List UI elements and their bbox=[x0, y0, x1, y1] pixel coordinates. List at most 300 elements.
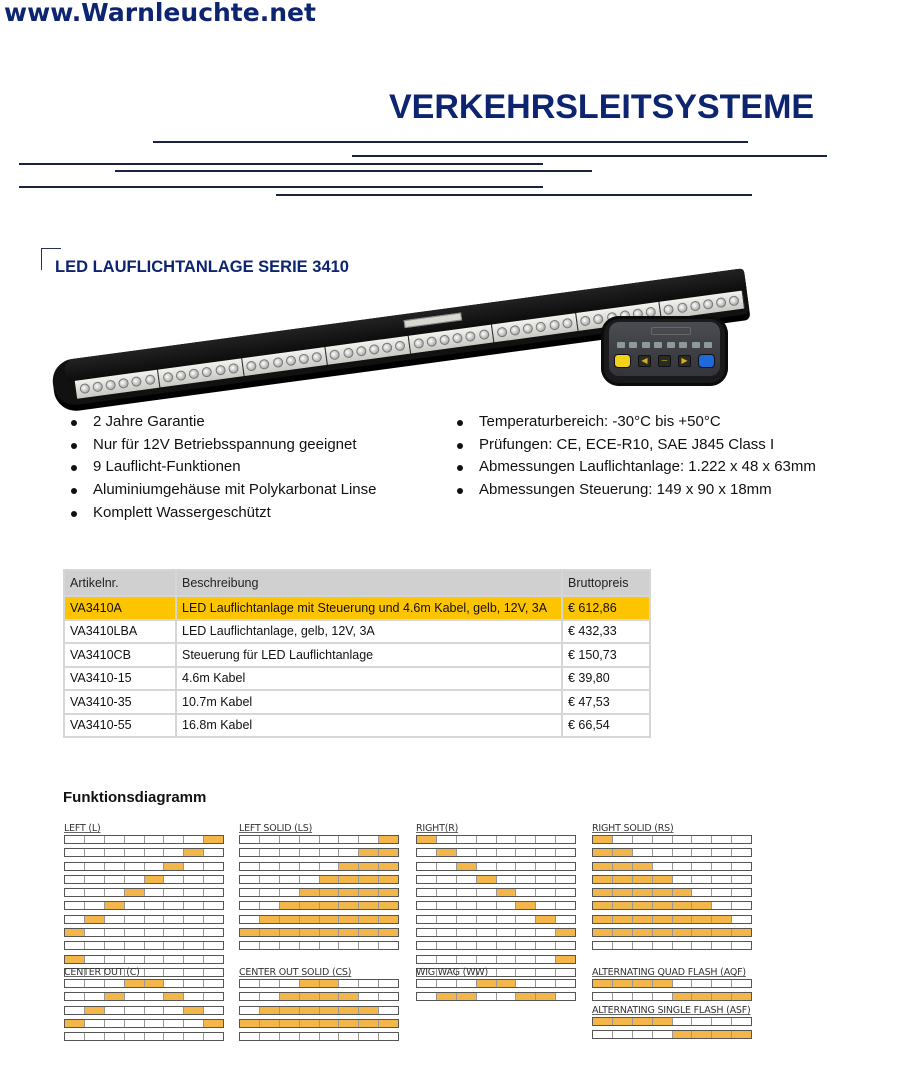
description-cell: 16.8m Kabel bbox=[177, 713, 563, 737]
lit-segment bbox=[359, 863, 379, 870]
unlit-segment bbox=[633, 942, 653, 949]
led-icon bbox=[175, 370, 186, 381]
lit-segment bbox=[105, 902, 125, 909]
lit-segment bbox=[65, 1020, 85, 1027]
lit-segment bbox=[477, 980, 497, 987]
unlit-segment bbox=[204, 863, 223, 870]
unlit-segment bbox=[164, 876, 184, 883]
unlit-segment bbox=[164, 902, 184, 909]
unlit-segment bbox=[300, 836, 320, 843]
unlit-segment bbox=[516, 863, 536, 870]
unlit-segment bbox=[125, 942, 145, 949]
unlit-segment bbox=[184, 993, 204, 1000]
controller-image bbox=[601, 316, 728, 386]
unlit-segment bbox=[437, 916, 457, 923]
lit-segment bbox=[633, 863, 653, 870]
led-icon bbox=[131, 376, 142, 387]
lit-segment bbox=[145, 876, 165, 883]
unlit-segment bbox=[732, 942, 751, 949]
unlit-segment bbox=[204, 1033, 223, 1040]
unlit-segment bbox=[379, 993, 398, 1000]
unlit-segment bbox=[145, 849, 165, 856]
lit-segment bbox=[85, 916, 105, 923]
unlit-segment bbox=[85, 956, 105, 963]
diagram-step-row bbox=[239, 901, 399, 910]
unlit-segment bbox=[497, 863, 517, 870]
unlit-segment bbox=[260, 889, 280, 896]
diagram-step-row bbox=[239, 992, 399, 1001]
lit-segment bbox=[633, 929, 653, 936]
unlit-segment bbox=[516, 876, 536, 883]
unlit-segment bbox=[65, 876, 85, 883]
unlit-segment bbox=[613, 993, 633, 1000]
unlit-segment bbox=[556, 902, 575, 909]
unlit-segment bbox=[204, 980, 223, 987]
unlit-segment bbox=[457, 849, 477, 856]
lit-segment bbox=[653, 1018, 673, 1025]
lit-segment bbox=[339, 1007, 359, 1014]
lit-segment bbox=[593, 836, 613, 843]
unlit-segment bbox=[477, 849, 497, 856]
led-icon bbox=[355, 346, 366, 357]
unlit-segment bbox=[556, 863, 575, 870]
price-cell: € 66,54 bbox=[563, 713, 649, 737]
unlit-segment bbox=[320, 942, 340, 949]
lit-segment bbox=[673, 1031, 693, 1038]
led-icon bbox=[536, 321, 547, 332]
unlit-segment bbox=[260, 863, 280, 870]
lit-segment bbox=[712, 916, 732, 923]
lit-segment bbox=[593, 889, 613, 896]
unlit-segment bbox=[300, 849, 320, 856]
unlit-segment bbox=[105, 1033, 125, 1040]
unlit-segment bbox=[437, 980, 457, 987]
unlit-segment bbox=[145, 1007, 165, 1014]
lit-segment bbox=[653, 902, 673, 909]
unlit-segment bbox=[85, 836, 105, 843]
unlit-segment bbox=[145, 1033, 165, 1040]
unlit-segment bbox=[164, 916, 184, 923]
diagram-step-row bbox=[416, 848, 576, 857]
feature-item: Abmessungen Steuerung: 149 x 90 x 18mm bbox=[457, 479, 816, 502]
site-url: www.Warnleuchte.net bbox=[4, 0, 316, 27]
diagram-step-row bbox=[416, 901, 576, 910]
lit-segment bbox=[65, 929, 85, 936]
unlit-segment bbox=[417, 902, 437, 909]
lit-segment bbox=[379, 902, 398, 909]
function-diagram bbox=[416, 823, 576, 981]
lit-segment bbox=[633, 916, 653, 923]
lit-segment bbox=[593, 863, 613, 870]
led-icon bbox=[478, 329, 489, 340]
diagram-step-row bbox=[239, 941, 399, 950]
description-cell: 10.7m Kabel bbox=[177, 689, 563, 713]
decorative-rule bbox=[115, 170, 592, 172]
unlit-segment bbox=[516, 836, 536, 843]
unlit-segment bbox=[497, 902, 517, 909]
lit-segment bbox=[613, 902, 633, 909]
unlit-segment bbox=[379, 980, 398, 987]
features-list-left bbox=[71, 411, 376, 524]
diagram-step-row bbox=[239, 979, 399, 988]
diagram-label: LEFT (L) bbox=[64, 823, 101, 834]
unlit-segment bbox=[613, 836, 633, 843]
unlit-segment bbox=[536, 863, 556, 870]
lit-segment bbox=[477, 876, 497, 883]
unlit-segment bbox=[85, 1020, 105, 1027]
diagram-label: ALTERNATING SINGLE FLASH (ASF) bbox=[592, 1005, 751, 1016]
unlit-segment bbox=[105, 942, 125, 949]
lit-segment bbox=[379, 929, 398, 936]
unlit-segment bbox=[516, 942, 536, 949]
unlit-segment bbox=[732, 849, 751, 856]
unlit-segment bbox=[65, 902, 85, 909]
led-icon bbox=[413, 338, 424, 349]
lit-segment bbox=[653, 916, 673, 923]
diagram-step-row bbox=[64, 901, 224, 910]
lit-segment bbox=[379, 849, 398, 856]
unlit-segment bbox=[437, 942, 457, 949]
unlit-segment bbox=[240, 1007, 260, 1014]
article-cell: VA3410LBA bbox=[65, 619, 177, 643]
lit-segment bbox=[379, 876, 398, 883]
diagram-label: CENTER OUT SOLID (CS) bbox=[239, 967, 352, 978]
unlit-segment bbox=[240, 942, 260, 949]
unlit-segment bbox=[457, 956, 477, 963]
lit-segment bbox=[359, 1007, 379, 1014]
unlit-segment bbox=[320, 836, 340, 843]
lit-segment bbox=[653, 980, 673, 987]
unlit-segment bbox=[653, 849, 673, 856]
diagram-step-row bbox=[416, 992, 576, 1001]
feature-item: Komplett Wassergeschützt bbox=[71, 502, 376, 525]
lit-segment bbox=[633, 876, 653, 883]
diagram-step-row bbox=[64, 941, 224, 950]
diagram-label: WIG WAG (WW) bbox=[416, 967, 488, 978]
led-icon bbox=[509, 325, 520, 336]
lit-segment bbox=[339, 876, 359, 883]
unlit-segment bbox=[692, 980, 712, 987]
unlit-segment bbox=[556, 916, 575, 923]
unlit-segment bbox=[732, 916, 751, 923]
function-diagram bbox=[239, 823, 399, 955]
unlit-segment bbox=[240, 836, 260, 843]
unlit-segment bbox=[164, 889, 184, 896]
decorative-rule bbox=[19, 163, 543, 165]
diagram-step-row bbox=[592, 1017, 752, 1026]
unlit-segment bbox=[65, 916, 85, 923]
led-icon bbox=[215, 365, 226, 376]
unlit-segment bbox=[417, 876, 437, 883]
diagram-step-row bbox=[592, 875, 752, 884]
unlit-segment bbox=[184, 942, 204, 949]
unlit-segment bbox=[125, 956, 145, 963]
lit-segment bbox=[613, 889, 633, 896]
unlit-segment bbox=[712, 863, 732, 870]
feature-item: Prüfungen: CE, ECE-R10, SAE J845 Class I bbox=[457, 434, 816, 457]
unlit-segment bbox=[65, 942, 85, 949]
lit-segment bbox=[613, 1018, 633, 1025]
unlit-segment bbox=[477, 863, 497, 870]
unlit-segment bbox=[692, 849, 712, 856]
diagram-label: RIGHT(R) bbox=[416, 823, 459, 834]
feature-item: Temperaturbereich: -30°C bis +50°C bbox=[457, 411, 816, 434]
unlit-segment bbox=[692, 863, 712, 870]
unlit-segment bbox=[417, 956, 437, 963]
unlit-segment bbox=[477, 902, 497, 909]
unlit-segment bbox=[497, 876, 517, 883]
unlit-segment bbox=[477, 956, 497, 963]
unlit-segment bbox=[125, 876, 145, 883]
led-icon bbox=[189, 368, 200, 379]
led-icon bbox=[259, 359, 270, 370]
unlit-segment bbox=[204, 889, 223, 896]
unlit-segment bbox=[184, 1020, 204, 1027]
unlit-segment bbox=[536, 849, 556, 856]
unlit-segment bbox=[125, 929, 145, 936]
unlit-segment bbox=[65, 980, 85, 987]
unlit-segment bbox=[300, 876, 320, 883]
unlit-segment bbox=[516, 929, 536, 936]
diagram-step-row bbox=[64, 928, 224, 937]
diagram-label: RIGHT SOLID (RS) bbox=[592, 823, 674, 834]
unlit-segment bbox=[125, 902, 145, 909]
unlit-segment bbox=[673, 876, 693, 883]
lit-segment bbox=[673, 902, 693, 909]
unlit-segment bbox=[516, 916, 536, 923]
led-icon bbox=[79, 383, 90, 394]
unlit-segment bbox=[359, 993, 379, 1000]
unlit-segment bbox=[105, 956, 125, 963]
unlit-segment bbox=[145, 902, 165, 909]
lit-segment bbox=[125, 980, 145, 987]
unlit-segment bbox=[712, 849, 732, 856]
unlit-segment bbox=[125, 836, 145, 843]
lit-segment bbox=[260, 1007, 280, 1014]
unlit-segment bbox=[732, 876, 751, 883]
lit-segment bbox=[593, 980, 613, 987]
led-icon bbox=[144, 374, 155, 385]
lit-segment bbox=[300, 889, 320, 896]
diagram-step-row bbox=[416, 941, 576, 950]
unlit-segment bbox=[536, 889, 556, 896]
diagram-step-row bbox=[416, 888, 576, 897]
led-icon bbox=[118, 378, 129, 389]
description-cell: LED Lauflichtanlage, gelb, 12V, 3A bbox=[177, 619, 563, 643]
lit-segment bbox=[280, 993, 300, 1000]
led-icon bbox=[329, 349, 340, 360]
unlit-segment bbox=[732, 980, 751, 987]
unlit-segment bbox=[260, 980, 280, 987]
unlit-segment bbox=[339, 980, 359, 987]
unlit-segment bbox=[85, 929, 105, 936]
unlit-segment bbox=[240, 849, 260, 856]
unlit-segment bbox=[240, 876, 260, 883]
unlit-segment bbox=[556, 889, 575, 896]
unlit-segment bbox=[497, 993, 517, 1000]
diagram-step-row bbox=[239, 875, 399, 884]
lit-segment bbox=[280, 916, 300, 923]
decorative-rule bbox=[276, 194, 752, 196]
lit-segment bbox=[359, 876, 379, 883]
lit-segment bbox=[359, 1020, 379, 1027]
unlit-segment bbox=[633, 1031, 653, 1038]
lit-segment bbox=[320, 889, 340, 896]
lit-segment bbox=[339, 916, 359, 923]
unlit-segment bbox=[732, 863, 751, 870]
unlit-segment bbox=[692, 876, 712, 883]
table-row bbox=[65, 713, 649, 737]
lit-segment bbox=[240, 929, 260, 936]
unlit-segment bbox=[536, 956, 556, 963]
diagram-step-row bbox=[64, 955, 224, 964]
unlit-segment bbox=[125, 1033, 145, 1040]
unlit-segment bbox=[184, 889, 204, 896]
unlit-segment bbox=[437, 929, 457, 936]
diagram-step-row bbox=[64, 1006, 224, 1015]
lit-segment bbox=[359, 929, 379, 936]
lit-segment bbox=[732, 929, 751, 936]
diagram-step-row bbox=[416, 835, 576, 844]
unlit-segment bbox=[712, 980, 732, 987]
unlit-segment bbox=[593, 993, 613, 1000]
lit-segment bbox=[653, 889, 673, 896]
lit-segment bbox=[712, 993, 732, 1000]
unlit-segment bbox=[240, 902, 260, 909]
led-icon bbox=[663, 304, 674, 315]
unlit-segment bbox=[417, 916, 437, 923]
unlit-segment bbox=[204, 993, 223, 1000]
led-icon bbox=[228, 363, 239, 374]
diagram-label: LEFT SOLID (LS) bbox=[239, 823, 313, 834]
unlit-segment bbox=[184, 1033, 204, 1040]
lit-segment bbox=[613, 876, 633, 883]
unlit-segment bbox=[359, 980, 379, 987]
feature-item: Abmessungen Lauflichtanlage: 1.222 x 48 x 63mm bbox=[457, 456, 816, 479]
unlit-segment bbox=[320, 1033, 340, 1040]
led-icon bbox=[703, 299, 714, 310]
unlit-segment bbox=[280, 980, 300, 987]
lit-segment bbox=[457, 863, 477, 870]
led-icon bbox=[465, 331, 476, 342]
diagram-step-row bbox=[592, 888, 752, 897]
diagram-step-row bbox=[239, 1019, 399, 1028]
unlit-segment bbox=[339, 1033, 359, 1040]
unlit-segment bbox=[457, 889, 477, 896]
unlit-segment bbox=[280, 863, 300, 870]
lit-segment bbox=[184, 849, 204, 856]
lit-segment bbox=[300, 916, 320, 923]
article-cell: VA3410CB bbox=[65, 642, 177, 666]
unlit-segment bbox=[260, 849, 280, 856]
unlit-segment bbox=[65, 849, 85, 856]
unlit-segment bbox=[204, 942, 223, 949]
unlit-segment bbox=[280, 942, 300, 949]
unlit-segment bbox=[240, 1033, 260, 1040]
diagram-step-row bbox=[64, 848, 224, 857]
unlit-segment bbox=[184, 956, 204, 963]
lit-segment bbox=[633, 1018, 653, 1025]
function-diagram bbox=[592, 823, 752, 955]
lit-segment bbox=[379, 836, 398, 843]
unlit-segment bbox=[457, 980, 477, 987]
diagram-step-row bbox=[592, 941, 752, 950]
article-cell: VA3410-35 bbox=[65, 689, 177, 713]
lit-segment bbox=[457, 993, 477, 1000]
unlit-segment bbox=[497, 849, 517, 856]
unlit-segment bbox=[145, 993, 165, 1000]
feature-item: 9 Lauflicht-Funktionen bbox=[71, 456, 376, 479]
lit-segment bbox=[673, 916, 693, 923]
lit-segment bbox=[280, 902, 300, 909]
unlit-segment bbox=[145, 942, 165, 949]
lit-segment bbox=[536, 993, 556, 1000]
led-icon bbox=[729, 295, 740, 306]
unlit-segment bbox=[184, 929, 204, 936]
unlit-segment bbox=[497, 956, 517, 963]
unlit-segment bbox=[280, 1033, 300, 1040]
lit-segment bbox=[280, 1020, 300, 1027]
unlit-segment bbox=[125, 993, 145, 1000]
unlit-segment bbox=[280, 836, 300, 843]
unlit-segment bbox=[145, 863, 165, 870]
diagram-step-row bbox=[416, 955, 576, 964]
led-icon bbox=[382, 342, 393, 353]
feature-item: 2 Jahre Garantie bbox=[71, 411, 376, 434]
lit-segment bbox=[437, 993, 457, 1000]
unlit-segment bbox=[732, 889, 751, 896]
led-icon bbox=[452, 333, 463, 344]
led-icon bbox=[369, 344, 380, 355]
unlit-segment bbox=[240, 980, 260, 987]
lit-segment bbox=[593, 916, 613, 923]
unlit-segment bbox=[300, 863, 320, 870]
diagram-step-row bbox=[239, 1006, 399, 1015]
diagram-step-row bbox=[239, 888, 399, 897]
lit-segment bbox=[339, 1020, 359, 1027]
unlit-segment bbox=[184, 916, 204, 923]
unlit-segment bbox=[477, 993, 497, 1000]
unlit-segment bbox=[633, 849, 653, 856]
led-icon bbox=[92, 381, 103, 392]
unlit-segment bbox=[417, 849, 437, 856]
diagram-step-row bbox=[592, 928, 752, 937]
unlit-segment bbox=[280, 849, 300, 856]
unlit-segment bbox=[516, 980, 536, 987]
unlit-segment bbox=[417, 980, 437, 987]
function-diagram bbox=[592, 1005, 752, 1044]
unlit-segment bbox=[125, 1007, 145, 1014]
unlit-segment bbox=[240, 993, 260, 1000]
lit-segment bbox=[613, 849, 633, 856]
unlit-segment bbox=[536, 836, 556, 843]
function-diagram bbox=[64, 967, 224, 1045]
lit-segment bbox=[712, 929, 732, 936]
unlit-segment bbox=[125, 849, 145, 856]
lit-segment bbox=[359, 902, 379, 909]
unlit-segment bbox=[65, 993, 85, 1000]
price-cell: € 432,33 bbox=[563, 619, 649, 643]
function-diagram bbox=[239, 967, 399, 1045]
unlit-segment bbox=[65, 836, 85, 843]
column-header-price: Bruttopreis bbox=[563, 571, 649, 595]
lit-segment bbox=[379, 1020, 398, 1027]
unlit-segment bbox=[556, 876, 575, 883]
unlit-segment bbox=[204, 902, 223, 909]
diagram-step-row bbox=[64, 888, 224, 897]
led-icon bbox=[562, 318, 573, 329]
unlit-segment bbox=[300, 942, 320, 949]
